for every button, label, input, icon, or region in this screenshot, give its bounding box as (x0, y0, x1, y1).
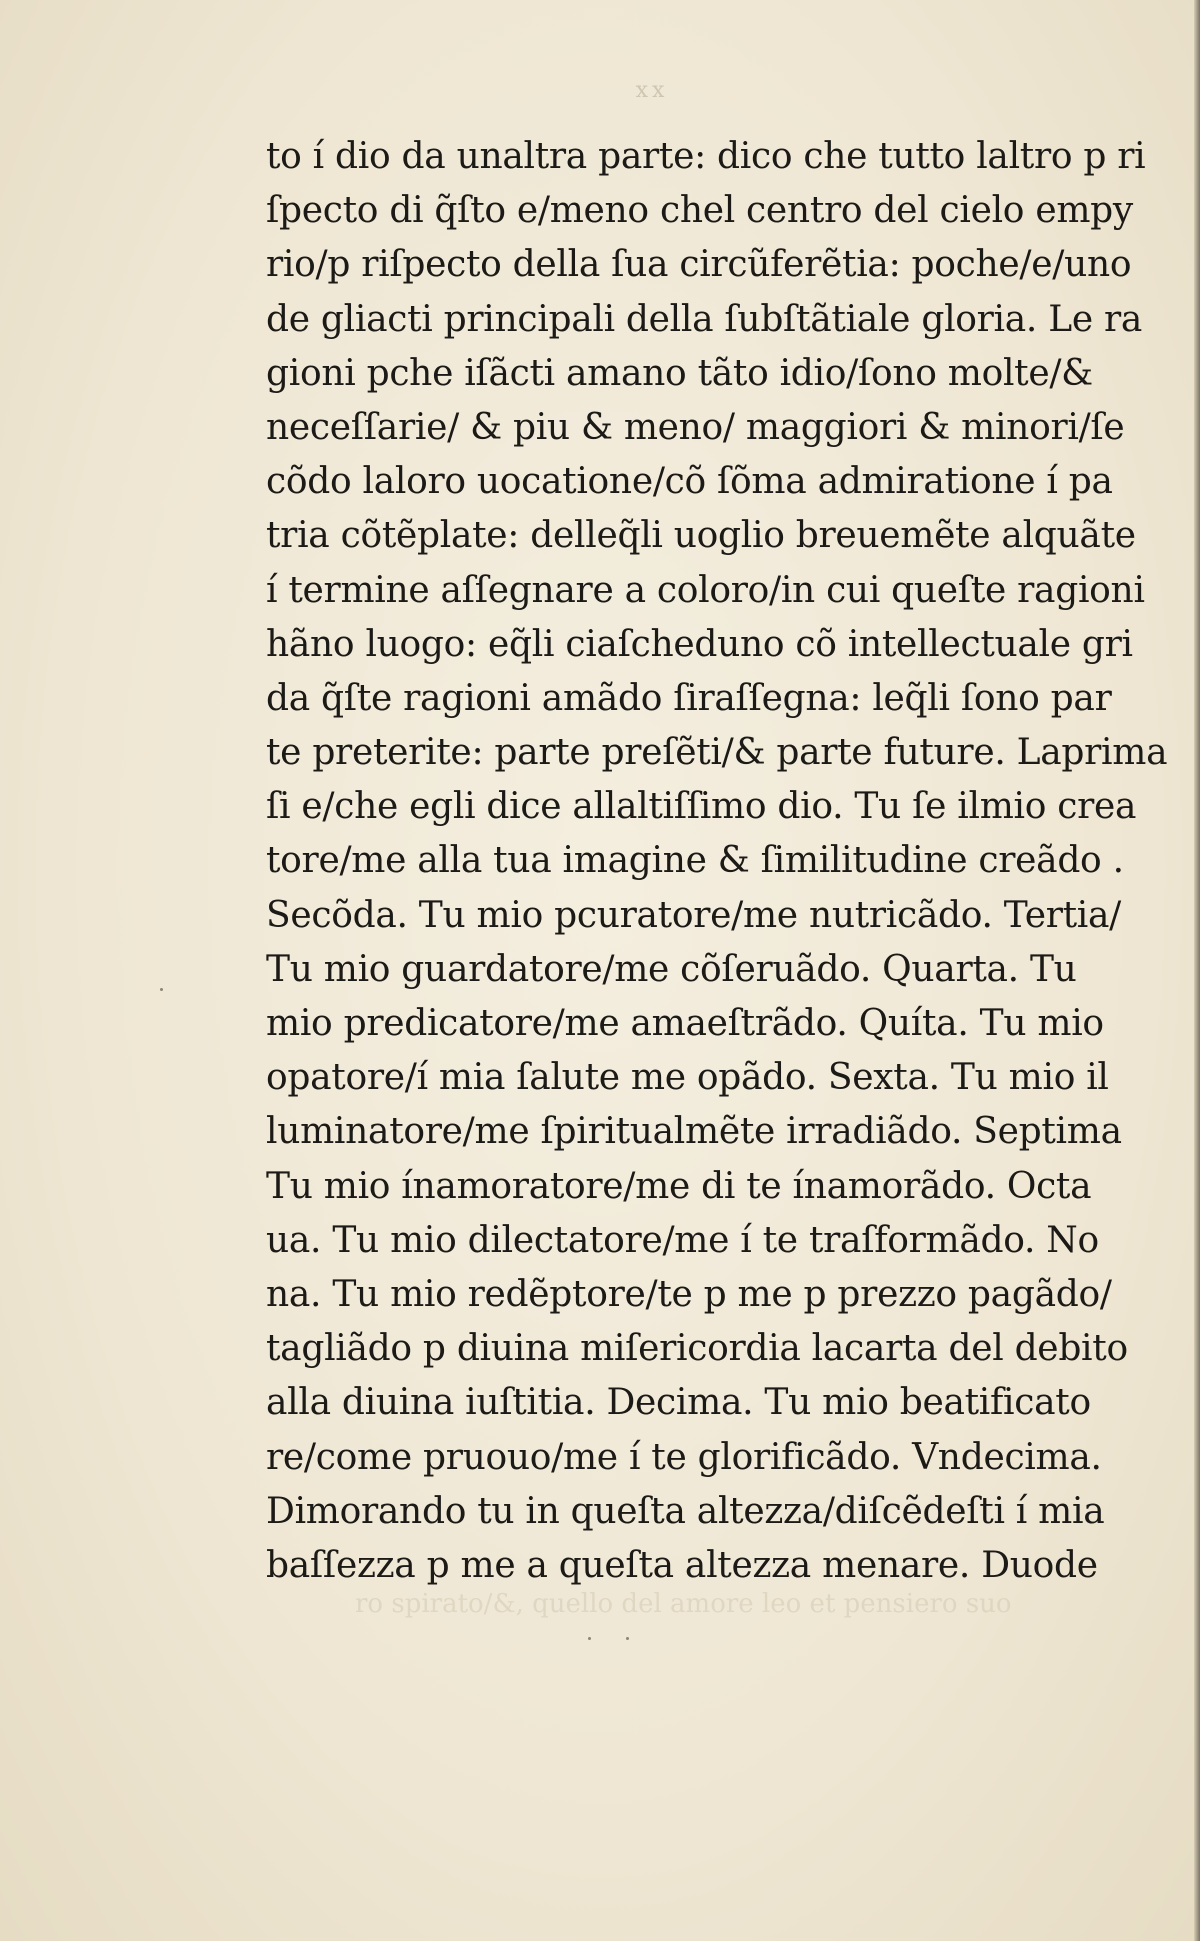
text-line-4: de gliacti principali della ſubſtãtiale gloria. Le ra (266, 298, 1143, 340)
text-line-21: ua. Tu mio dilectatore/me í te traſformãdo. No (266, 1219, 1099, 1261)
bleed-through-folio: xx (635, 78, 669, 103)
text-line-1: to í dio da unaltra parte: dico che tutto laltro p ri (266, 136, 1146, 177)
text-line-19: luminatore/me ſpiritualmẽte irradiãdo. Septima (266, 1111, 1122, 1153)
paper-speck (160, 988, 163, 991)
text-line-26: Dimorando tu in queſta altezza/diſcẽdeſti í mia (266, 1490, 1105, 1532)
text-line-16: Tu mio guardatore/me cõſeruãdo. Quarta. Tu (266, 948, 1077, 990)
text-line-23: tagliãdo p diuina miſericordia lacarta del debito (266, 1328, 1128, 1370)
text-line-3: rio/p riſpecto della ſua circũferẽtia: poche/e/uno (266, 244, 1132, 286)
text-line-6: neceſſarie/ & piu & meno/ maggiori & minori/ſe (266, 406, 1125, 448)
page-edge-shadow (1194, 0, 1200, 1941)
text-line-24: alla diuina iuſtitia. Decima. Tu mio beatificato (266, 1382, 1091, 1424)
text-line-9: í termine aſſegnare a coloro/in cui queſte ragioni (266, 569, 1145, 611)
bleed-through-line: ro spirato/&, quello del amore leo et pensiero suo (355, 1589, 1012, 1619)
text-line-7: cõdo laloro uocatione/cõ ſõma admiratione í pa (266, 461, 1113, 503)
text-line-8: tria cõtẽplate: delleq̃li uoglio breuemẽte alquãte (266, 515, 1136, 557)
paper-speck (626, 1637, 629, 1640)
text-line-25: re/come pruouo/me í te glorificãdo. Vndecima. (266, 1436, 1102, 1478)
text-line-20: Tu mio ínamoratore/me di te ínamorãdo. Octa (266, 1165, 1092, 1207)
text-line-18: opatore/í mia ſalute me opãdo. Sexta. Tu mio il (266, 1057, 1109, 1099)
text-line-15: Secõda. Tu mio pcuratore/me nutricãdo. Tertia/ (266, 894, 1121, 936)
text-line-12: te preterite: parte preſẽti/& parte future. Laprima (266, 732, 1168, 774)
text-line-17: mio predicatore/me amaeſtrãdo. Quíta. Tu mio (266, 1003, 1104, 1044)
text-line-27: baſſezza p me a queſta altezza menare. Duode (266, 1544, 1098, 1586)
text-line-5: gioni pche iſãcti amano tãto idio/ſono molte/& (266, 352, 1093, 394)
text-line-11: da q̃ſte ragioni amãdo ſiraſſegna: leq̃li ſono par (266, 677, 1112, 719)
paper-speck (588, 1637, 591, 1640)
text-line-10: hãno luogo: eq̃li ciaſcheduno cõ intellectuale gri (266, 623, 1133, 665)
text-line-2: ſpecto di q̃ſto e/meno chel centro del cielo empy (266, 190, 1133, 232)
text-block (266, 130, 1168, 1593)
text-line-14: tore/me alla tua imagine & ſimilitudine creãdo . (266, 840, 1124, 882)
text-line-22: na. Tu mio redẽptore/te p me p prezzo pagãdo/ (266, 1273, 1112, 1315)
text-line-13: ſi e/che egli dice allaltiſſimo dio. Tu ſe ilmio crea (266, 786, 1137, 828)
